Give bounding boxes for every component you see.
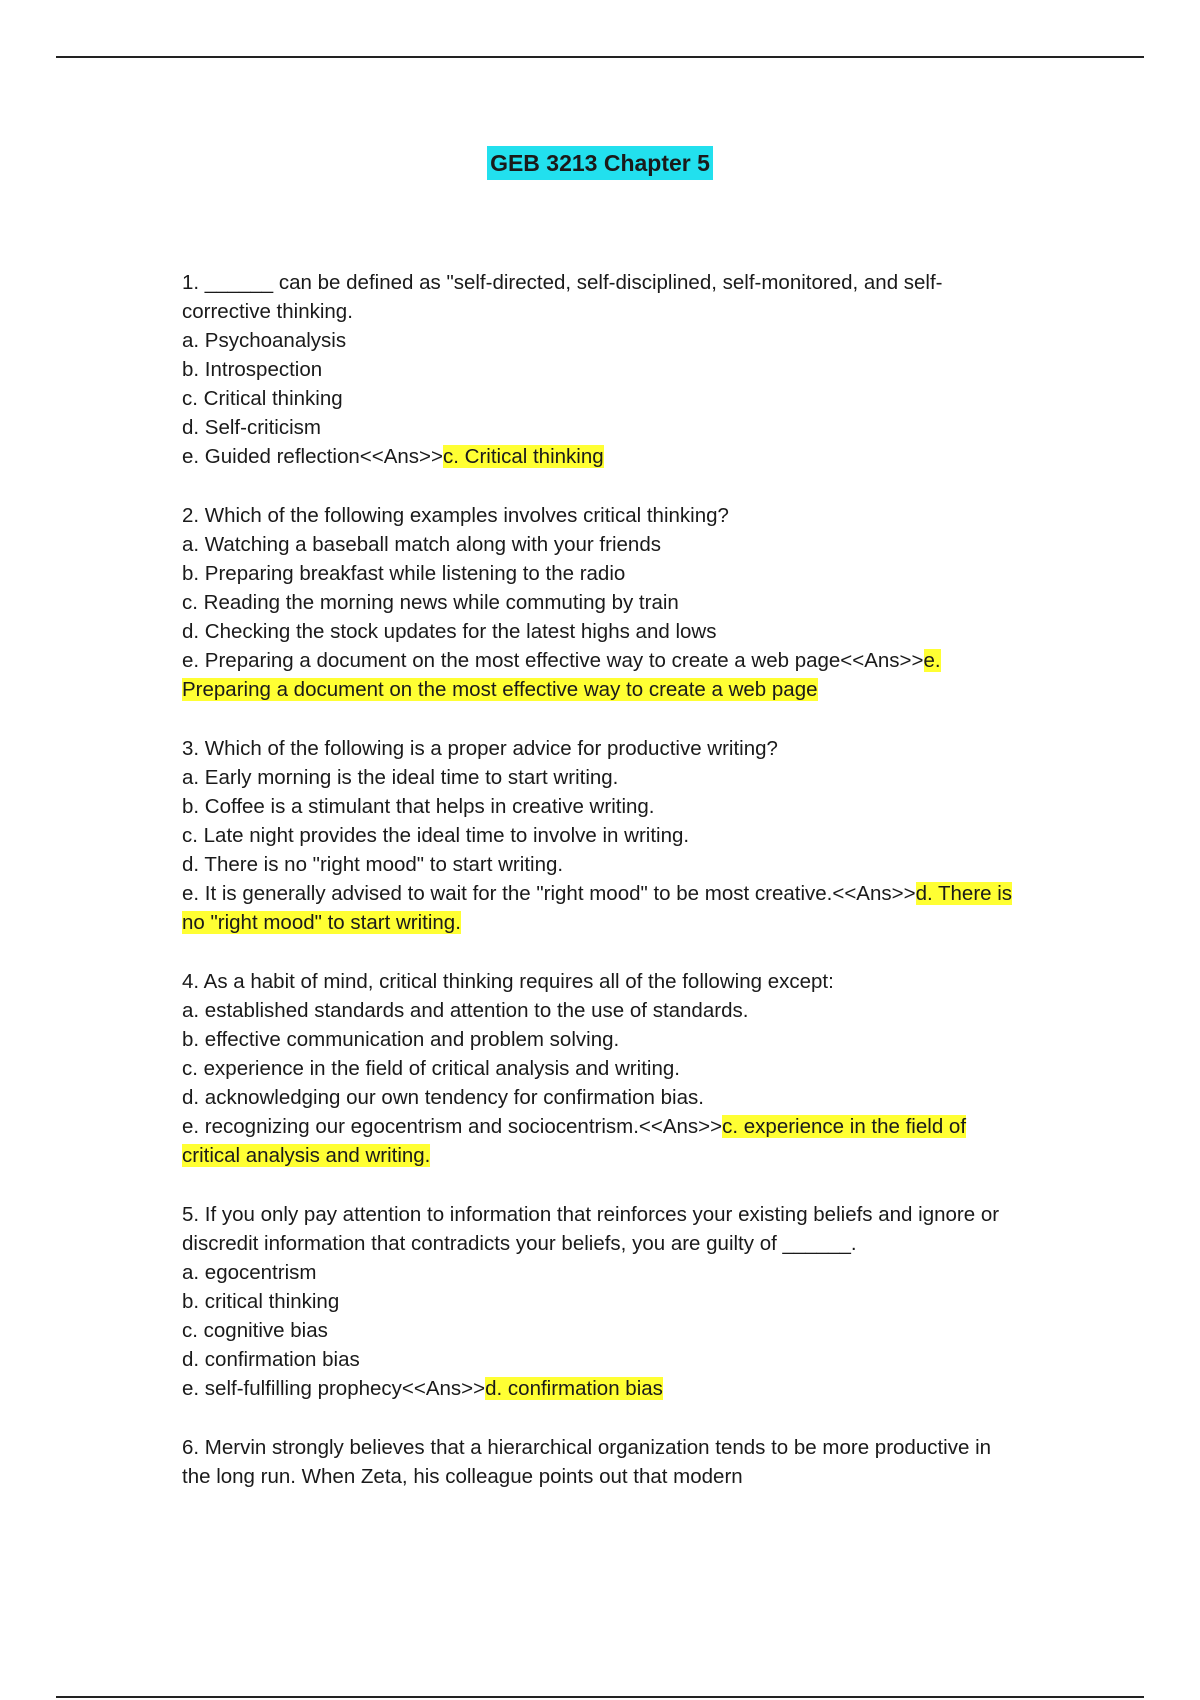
question-5: [182, 1200, 1022, 1403]
option-e: e. Preparing a document on the most effective way to create a web page<<Ans>>: [182, 649, 924, 672]
question-1: [182, 268, 1022, 471]
option-b: b. Introspection: [182, 358, 323, 381]
question-stem: 5. If you only pay attention to information that reinforces your existing beliefs and ignore or discredit information that contradicts your beliefs, you are guilty of ______.: [182, 1203, 1000, 1255]
option-c: c. Critical thinking: [182, 387, 343, 410]
answer-highlight: d. There is no "right mood" to start writing.: [182, 882, 1013, 934]
question-6: [182, 1433, 1022, 1491]
option-e-with-answer: [182, 442, 1022, 471]
top-rule: [56, 56, 1144, 58]
option-e: e. recognizing our egocentrism and sociocentrism.<<Ans>>: [182, 1115, 723, 1138]
question-stem: 4. As a habit of mind, critical thinking requires all of the following except:: [182, 970, 834, 993]
option-e-with-answer: [182, 1112, 1022, 1170]
question-stem: 2. Which of the following examples involves critical thinking?: [182, 504, 729, 527]
question-3: [182, 734, 1022, 937]
option-a: a. Psychoanalysis: [182, 329, 347, 352]
option-c: c. cognitive bias: [182, 1319, 328, 1342]
question-2: [182, 501, 1022, 704]
option-e: e. self-fulfilling prophecy<<Ans>>: [182, 1377, 486, 1400]
option-a: a. egocentrism: [182, 1261, 317, 1284]
question-stem: 1. ______ can be defined as "self-directed, self-disciplined, self-monitored, and self-corrective thinking.: [182, 271, 943, 323]
option-a: a. established standards and attention to the use of standards.: [182, 999, 749, 1022]
option-c: c. Late night provides the ideal time to involve in writing.: [182, 824, 690, 847]
option-c: c. Reading the morning news while commuting by train: [182, 591, 679, 614]
option-d: d. confirmation bias: [182, 1348, 360, 1371]
option-a: a. Watching a baseball match along with your friends: [182, 533, 661, 556]
answer-highlight: e. Preparing a document on the most effective way to create a web page: [182, 649, 941, 701]
option-b: b. Coffee is a stimulant that helps in creative writing.: [182, 795, 655, 818]
answer-highlight: c. experience in the field of critical analysis and writing.: [182, 1115, 967, 1167]
bottom-rule: [56, 1696, 1144, 1698]
option-e-with-answer: [182, 1374, 1022, 1403]
question-4: [182, 967, 1022, 1170]
option-d: d. There is no "right mood" to start writing.: [182, 853, 564, 876]
document-title: GEB 3213 Chapter 5: [487, 146, 713, 180]
answer-highlight: d. confirmation bias: [485, 1377, 663, 1400]
option-b: b. critical thinking: [182, 1290, 340, 1313]
option-e-with-answer: [182, 646, 1022, 704]
question-stem: 3. Which of the following is a proper advice for productive writing?: [182, 737, 778, 760]
option-d: d. Checking the stock updates for the latest highs and lows: [182, 620, 717, 643]
title-container: [0, 146, 1200, 180]
option-b: b. effective communication and problem solving.: [182, 1028, 620, 1051]
questions-list: [182, 268, 1022, 1521]
option-a: a. Early morning is the ideal time to start writing.: [182, 766, 619, 789]
question-stem: 6. Mervin strongly believes that a hierarchical organization tends to be more productive in the long run. When Zeta, his colleague points out that modern: [182, 1436, 992, 1488]
option-e: e. Guided reflection<<Ans>>: [182, 445, 443, 468]
option-b: b. Preparing breakfast while listening to the radio: [182, 562, 626, 585]
option-d: d. acknowledging our own tendency for confirmation bias.: [182, 1086, 704, 1109]
option-e-with-answer: [182, 879, 1022, 937]
option-c: c. experience in the field of critical analysis and writing.: [182, 1057, 680, 1080]
option-d: d. Self-criticism: [182, 416, 321, 439]
answer-highlight: c. Critical thinking: [443, 445, 604, 468]
option-e: e. It is generally advised to wait for the "right mood" to be most creative.<<Ans>>: [182, 882, 916, 905]
